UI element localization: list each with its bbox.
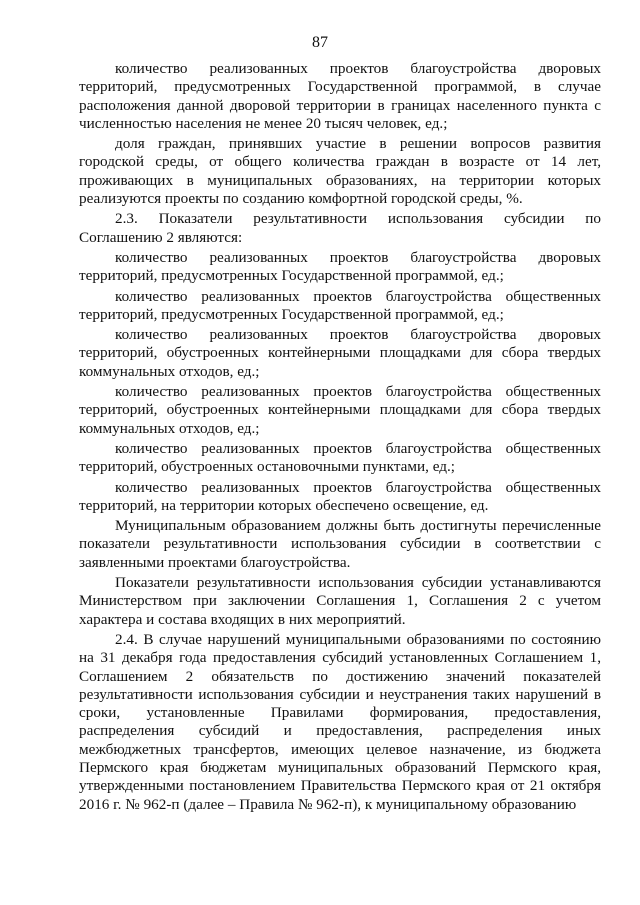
paragraph: 2.3. Показатели результативности использования субсидии по Соглашению 2 являются: <box>79 210 601 246</box>
paragraph: количество реализованных проектов благоустройства дворовых территорий, обустроенных контейнерными площадками для сбора твердых коммунальных отходов, ед.; <box>79 326 601 380</box>
paragraph: Показатели результативности использования субсидии устанавливаются Министерством при заключении Соглашения 1, Соглашения 2 с учетом характера и состава входящих в них мероприятий. <box>79 574 601 628</box>
paragraph: доля граждан, принявших участие в решении вопросов развития городской среды, от общего количества граждан в возрасте от 14 лет, проживающих в муниципальных образованиях, на территории которых реализуются проекты по созданию комфортной городской среды, %. <box>79 135 601 208</box>
paragraph: количество реализованных проектов благоустройства дворовых территорий, предусмотренных Государственной программой, ед.; <box>79 248 601 285</box>
paragraph: количество реализованных проектов благоустройства общественных территорий, обустроенных контейнерными площадками для сбора твердых коммунальных отходов, ед.; <box>79 383 601 437</box>
paragraph: количество реализованных проектов благоустройства общественных территорий, обустроенных остановочными пунктами, ед.; <box>79 439 601 476</box>
paragraph: 2.4. В случае нарушений муниципальными образованиями по состоянию на 31 декабря года предоставления субсидий установленных Соглашением 1, Соглашением 2 обязательств по достижению значений показателей результативности использования субсидии и неустранения таких нарушений в сроки, установленные Правилами формирования, предоставления, распределения субсидий и предоставления, распределения иных межбюджетных трансфертов, имеющих целевое назначение, из бюджета Пермского края бюджетам муниципальных образований Пермского края, утвержденными постановлением Правительства Пермского края от 21 октября 2016 г. № 962-п (далее – Правила № 962-п), к муниципальному образованию <box>79 630 601 813</box>
paragraph: количество реализованных проектов благоустройства дворовых территорий, предусмотренных Государственной программой, в случае расположения данной дворовой территории в границах населенного пункта с численностью населения не менее 20 тысяч человек, ед.; <box>79 60 601 132</box>
paragraph: Муниципальным образованием должны быть достигнуты перечисленные показатели результативности использования субсидии в соответствии с заявленными проектами благоустройства. <box>79 517 601 571</box>
paragraph: количество реализованных проектов благоустройства общественных территорий, на территории которых обеспечено освещение, ед. <box>79 478 601 514</box>
page-number: 87 <box>312 34 328 51</box>
paragraph: количество реализованных проектов благоустройства общественных территорий, предусмотренных Государственной программой, ед.; <box>79 287 601 323</box>
document-body <box>79 60 601 816</box>
